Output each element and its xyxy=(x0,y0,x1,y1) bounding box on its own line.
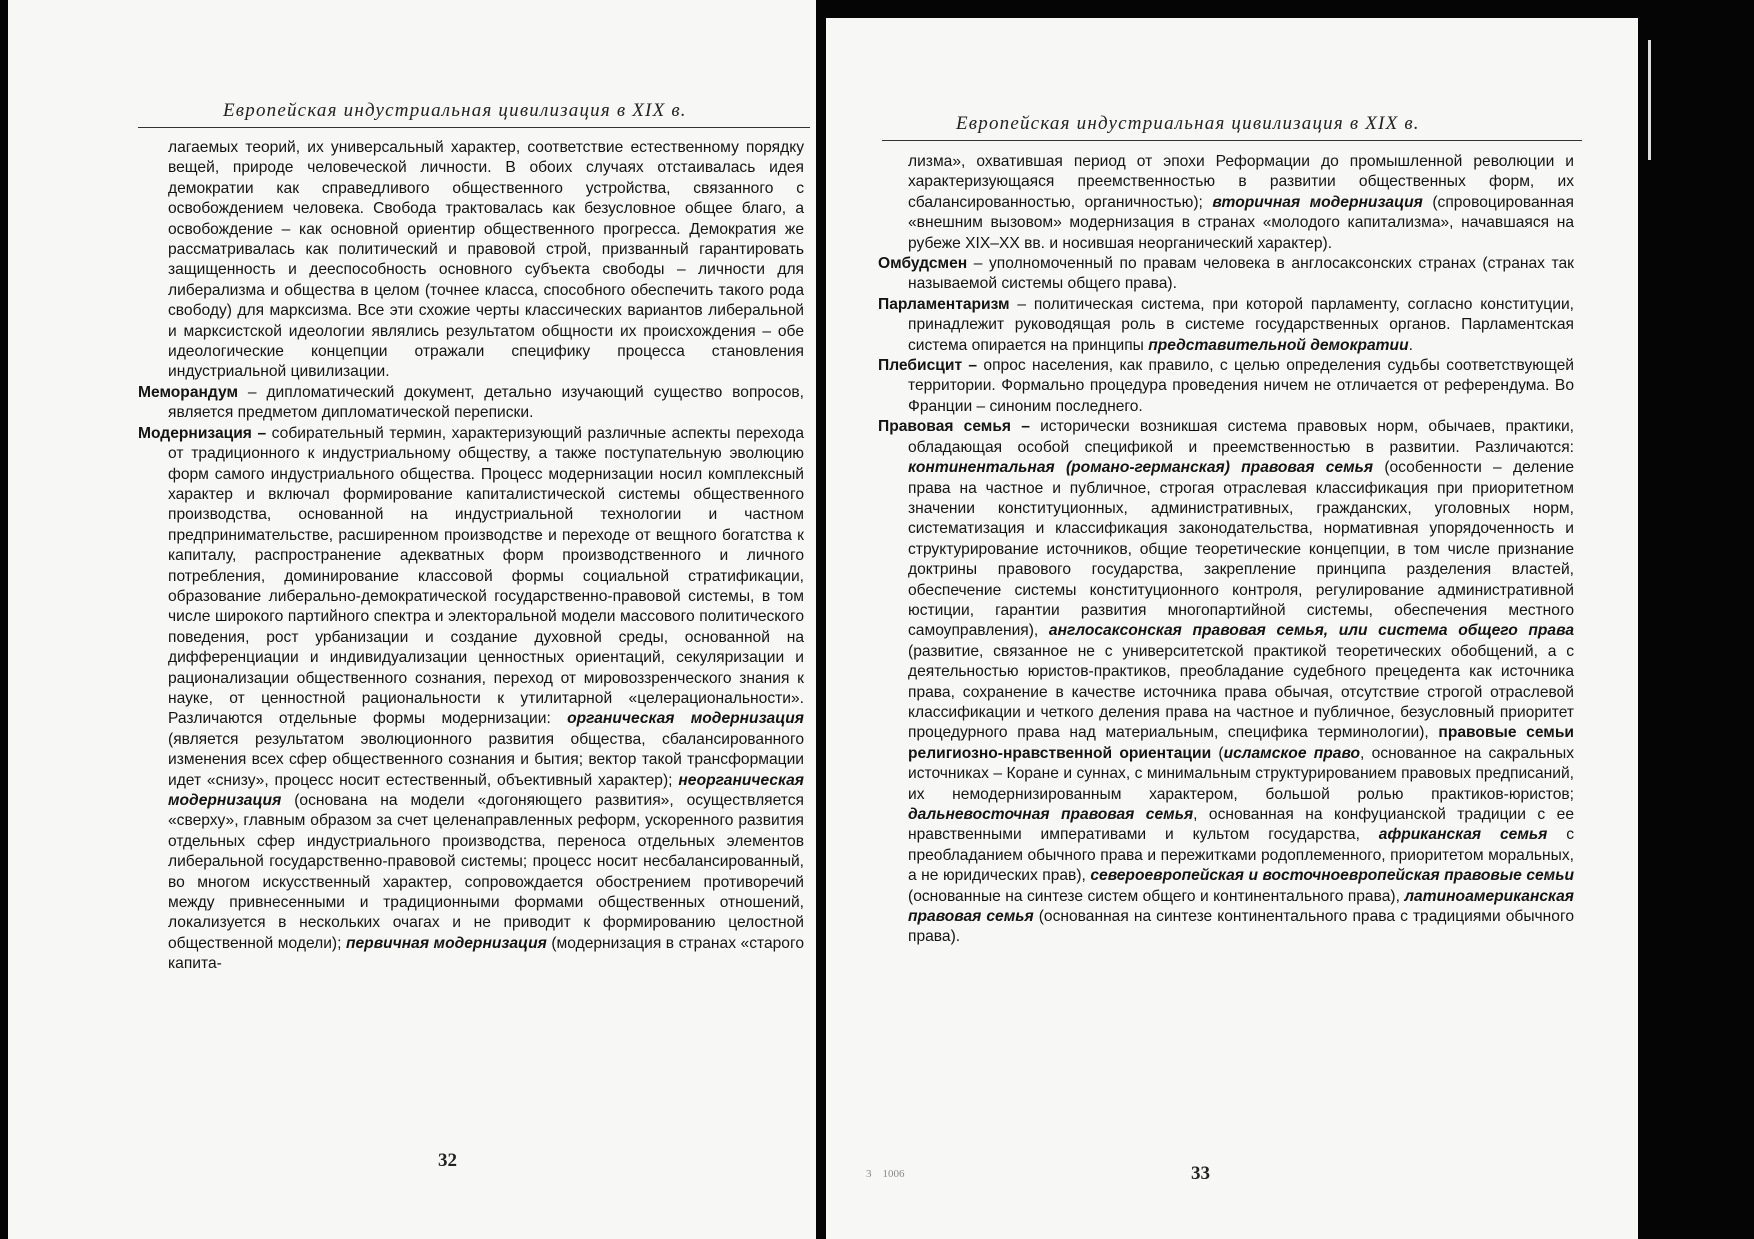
term-anglo-saxon-family: англосаксонская правовая семья, или система общего права xyxy=(1048,622,1574,640)
scan-edge-mark xyxy=(1648,40,1651,160)
entry-memorandum: Меморандум – дипломатический документ, детально изучающий существо вопросов, является предметом дипломатической переписки. xyxy=(138,383,804,422)
right-continuation-paragraph: лизма», охватившая период от эпохи Реформации до промышленной революции и характеризующаяся преемственностью в развитии общественных форм, их сбалансированностью, органичностью); вторичная модернизация (спровоцированная «внешним вызовом» модернизация в странах «молодого капитализма», начавшаяся на рубеже XIX–XX вв. и носившая неорганический характер). xyxy=(908,153,1574,252)
term-modernization: Модернизация – xyxy=(138,424,267,442)
right-page-number: 33 xyxy=(1191,1163,1210,1184)
right-running-header: Европейская индустриальная цивилизация в XIX в. xyxy=(956,113,1420,134)
term-plebiscite: Плебисцит – xyxy=(878,357,978,375)
right-body-text xyxy=(878,152,1574,948)
term-inorganic-modernization: неорганическая модернизация xyxy=(168,771,804,809)
left-page xyxy=(8,0,816,1239)
term-memorandum: Меморандум xyxy=(138,383,239,401)
left-page-number: 32 xyxy=(438,1150,457,1171)
term-latin-american-family: латиноамериканская правовая семья xyxy=(908,887,1574,926)
term-african-family: африканская семья xyxy=(1378,826,1548,844)
right-footer-mark: 3 1006 xyxy=(866,1168,905,1180)
term-far-eastern-family: дальневосточная правовая семья xyxy=(908,806,1194,823)
entry-parliamentarism: Парламентаризм – политическая система, при которой парламенту, согласно конституции, принадлежит руководящая роль в системе государственных органов. Парламентская система опирается на принципы представительной демократии. xyxy=(878,295,1574,354)
term-primary-modernization: первичная модернизация xyxy=(345,934,547,952)
term-islamic-law: исламское право xyxy=(1223,744,1361,762)
left-running-header: Европейская индустриальная цивилизация в XIX в. xyxy=(223,100,687,121)
entry-ombudsman: Омбудсмен – уполномоченный по правам человека в англосаксонских странах (странах так называемой системы общего права). xyxy=(878,255,1574,293)
term-legal-family: Правовая семья – xyxy=(878,418,1030,436)
entry-modernization: Модернизация – собирательный термин, характеризующий различные аспекты перехода от традиционного к индустриальному обществу, а также поступательную эволюцию форм самого индустриального общества. Процесс модернизации носил комплексный характер и включал формирование капиталистической системы общественного производства, основанной на индустриальной технологии и частном предпринимательстве, расширенном производстве и переходе от вещного богатства к капиталу, распространение адекватных форм производственного и личного потребления, доминирование классовой формы социальной стратификации, образование либерально-демократической государственно-правовой системы, в том числе широкого партийного спектра и электоральной модели массового политического поведения, рост урбанизации и создание духовной среды, основанной на дифференциации и индивидуализации ценностных ориентаций, секуляризации и рационализации общественного сознания, переход от мировоззренческого знания к науке, от ценностной рациональности к утилитарной «целерациональности». Различаются отдельные формы модернизации: органическая модернизация (является результатом эволюционного развития общества, сбалансированного изменения всех сфер общественного сознания и бытия; вектор такой трансформации идет «снизу», процесс носит естественный, объективный характер); неорганическая модернизация (основана на модели «догоняющего развития», осуществляется «сверху», главным образом за счет целенаправленных реформ, ускоренного развития отдельных сфер индустриального производства, переноса отдельных элементов либеральной государственно-правовой системы; процесс носит несбалансированный, во многом искусственный характер, сопровождается обострением противоречий между привнесенными и традиционными формами общественных отношений, локализуется в нескольких очагах и не приводит к формированию целостной общественной модели); первичная модернизация (модернизация в странах «старого капита- xyxy=(138,424,805,973)
scan-top-strip xyxy=(826,0,1638,18)
term-ombudsman: Омбудсмен xyxy=(878,255,968,273)
right-page xyxy=(826,18,1638,1239)
term-north-east-european-families: североевропейская и восточноевропейская правовые семьи xyxy=(1090,867,1574,885)
term-continental-family: континентальная (романо-германская) правовая семья xyxy=(908,459,1374,477)
entry-plebiscite: Плебисцит – опрос населения, как правило, с целью определения судьбы соответствующей территории. Формально процедура проведения ничем не отличается от референдума. Во Франции – синоним последнего. xyxy=(878,357,1574,415)
scan-edge-right xyxy=(1638,0,1754,1239)
left-continuation-paragraph: лагаемых теорий, их универсальный характер, соответствие естественному порядку вещей, природе человеческой личности. В обоих случаях отстаивалась идея демократии как справедливого общественного устройства, связанного с освобождением человека. Свобода трактовалась как безусловное общее благо, а освобождение – как основной ориентир общественного прогресса. Демократия же рассматривалась как политический и правовой строй, призванный гарантировать защищенность и дееспособность основного субъекта свободы – личности для либерализма и общества в целом (точнее класса, способного обеспечить такого рода свободу) для марксизма. Все эти схожие черты классических вариантов либеральной и марксистской идеологии являлись результатом общности их происхождения – обе идеологические концепции отражали специфику процесса становления индустриальной цивилизации. xyxy=(168,139,804,381)
left-header-rule xyxy=(138,127,810,128)
term-secondary-modernization: вторичная модернизация xyxy=(1212,193,1423,211)
term-religious-families: правовые семьи религиозно-нравственной ориентации xyxy=(908,724,1574,762)
term-organic-modernization: органическая модернизация xyxy=(567,710,804,728)
scan-spine-gap xyxy=(816,0,826,1239)
left-body-text xyxy=(138,138,804,975)
entry-legal-family: Правовая семья – исторически возникшая система правовых норм, обычаев, практики, обладающая особой спецификой и преемственностью в развитии. Различаются: континентальная (романо-германская) правовая семья (особенности – деление права на частное и публичное, строгая отраслевая классификация при приоритетном значении конституционных, административных, гражданских, уголовных норм, систематизация и классификация законодательства, нормативная упорядоченность и структурирование источников, общие теоретические концепции, в том числе признание доктрины правового государства, закрепление принципа разделения властей, обеспечение системы конституционного контроля, регулирование административной юстиции, гарантии развития многопартийной системы, обеспечения местного самоуправления), англосаксонская правовая семья, или система общего права (развитие, связанное не с университетской практикой теоретических обобщений, а с деятельностью юристов-практиков, преобладание судебного прецедента как источника права, сохранение в качестве источника права обычая, отсутствие строгой отраслевой классификации и четкого деления права на частное и публичное, безусловный приоритет процедурного права над материальным, специфика терминологии), правовые семьи религиозно-нравственной ориентации (исламское право, основанное на сакральных источниках – Коране и суннах, с минимальным структурированием правовых предписаний, их немодернизированным характером, большой ролью практиков-юристов; дальневосточная правовая семья, основанная на конфуцианской традиции с ее нравственными императивами и культом государства, африканская семья с преобладанием обычного права и пережитками родоплеменного, приоритетом моральных, а не юридических прав), североевропейская и восточноевропейская правовые семьи (основанные на синтезе систем общего и континентального права), латиноамериканская правовая семья (основанная на синтезе континентального права с традициями обычного права). xyxy=(878,418,1574,946)
term-parliamentarism: Парламентаризм xyxy=(878,295,1010,313)
scan-edge-left xyxy=(0,0,8,1239)
right-header-rule xyxy=(882,140,1582,141)
term-representative-democracy: представительной демократии xyxy=(1148,336,1409,354)
